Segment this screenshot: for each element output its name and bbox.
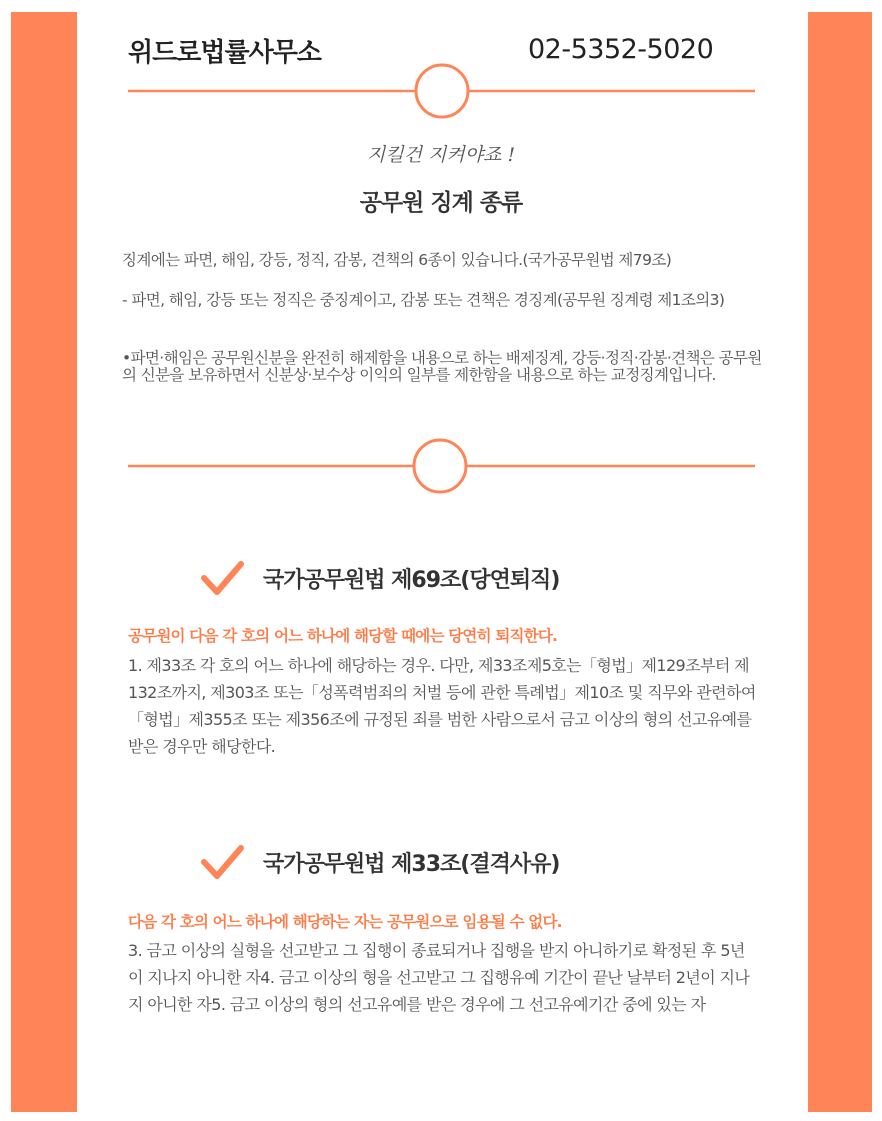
law-body: 3. 금고 이상의 실형을 선고받고 그 집행이 종료되거나 집행을 받지 아니하기로 확정된 후 5년이 지나지 아니한 자4. 금고 이상의 형을 선고받고 그 집행유예 기간이 끝난 날부터 2년이 지나지 아니한 자5. 금고 이상의 형의 선고유예를 받은 경우에 그 선고유예기간 중에 있는 자 (128, 941, 750, 1014)
left-accent-bar (11, 12, 77, 1112)
middle-divider (128, 436, 755, 496)
check-icon (200, 556, 244, 600)
paragraph-discipline-severity: - 파면, 해임, 강등 또는 정직은 중징계이고, 감봉 또는 견책은 경징계(공무원 징계령 제1조의3) (122, 291, 725, 309)
section-title: 공무원 징계 종류 (359, 190, 523, 216)
law-title: 국가공무원법 제69조(당연퇴직) (263, 568, 560, 593)
circle-divider-icon (416, 65, 468, 117)
circle-divider-icon (414, 440, 466, 492)
law-body: 1. 제33조 각 호의 어느 하나에 해당하는 경우. 다만, 제33조제5호는「형법」제129조부터 제132조까지, 제303조 또는「성폭력범죄의 처벌 등에 관한 특례법」제10조 및 직무와 관련하여 「형법」제355조 또는 제356조에 규정된 죄를 범한 사람으로서 금고 이상의 형의 선고유예를 받은 경우만 해당한다. (128, 656, 756, 756)
right-accent-bar (808, 12, 872, 1112)
firm-name: 위드로법률사무소 (128, 38, 321, 68)
law-title: 국가공무원법 제33조(결격사유) (263, 852, 560, 877)
paragraph-discipline-types: 징계에는 파면, 해임, 강등, 정직, 감봉, 견책의 6종이 있습니다.(국가공무원법 제79조) (122, 251, 672, 269)
law-lead: 공무원이 다음 각 호의 어느 하나에 해당할 때에는 당연히 퇴직한다. (128, 627, 558, 645)
tagline: 지킬건 지켜야죠 ! (366, 144, 516, 166)
check-icon (200, 840, 244, 884)
top-divider (128, 62, 755, 122)
paragraph-discipline-explanation: •파면·해임은 공무원신분을 완전히 해제함을 내용으로 하는 배제징계, 강등·정직·감봉·견책은 공무원의 신분을 보유하면서 신분상·보수상 이익의 일부를 제한함을 내용으로 하는 교정징계입니다. (122, 349, 762, 384)
phone-number[interactable]: 02-5352-5020 (528, 34, 714, 65)
law-lead: 다음 각 호의 어느 하나에 해당하는 자는 공무원으로 임용될 수 없다. (128, 913, 562, 931)
